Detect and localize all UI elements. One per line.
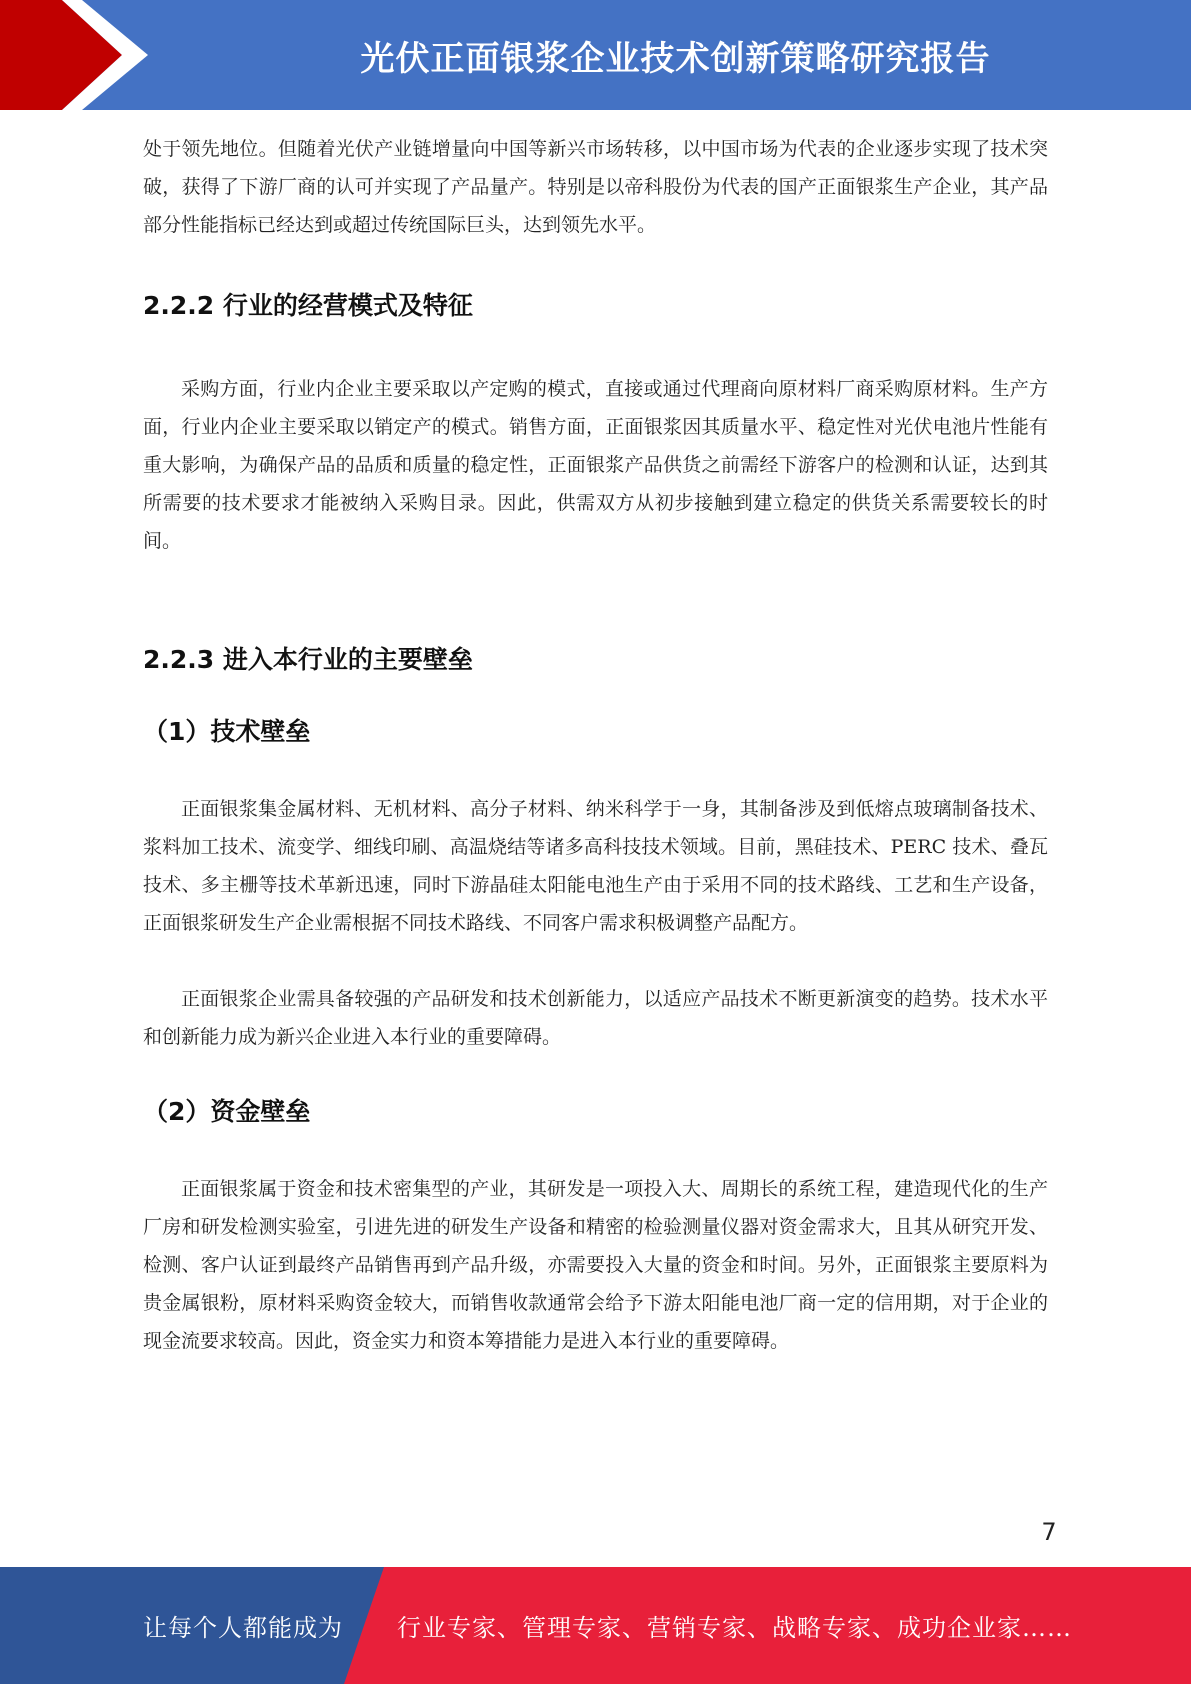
tech-barrier-paragraph-2: 正面银浆企业需具备较强的产品研发和技术创新能力，以适应产品技术不断更新演变的趋势。技术水平和创新能力成为新兴企业进入本行业的重要障碍。 xyxy=(143,988,1048,1048)
subheading-tech-barrier: （1）技术壁垒 xyxy=(143,717,311,746)
fund-barrier-paragraph: 正面银浆属于资金和技术密集型的产业，其研发是一项投入大、周期长的系统工程，建造现代化的生产厂房和研发检测实验室，引进先进的研发生产设备和精密的检验测量仪器对资金需求大，且其从研究开发、检测、客户认证到最终产品销售再到产品升级，亦需要投入大量的资金和时间。另外，正面银浆主要原料为贵金属银粉，原材料采购资金较大，而销售收款通常会给予下游太阳能电池厂商一定的信用期，对于企业的现金流要求较高。因此，资金实力和资本筹措能力是进入本行业的重要障碍。 xyxy=(143,1178,1048,1352)
page-footer xyxy=(0,1567,1191,1684)
tech-barrier-paragraph-1: 正面银浆集金属材料、无机材料、高分子材料、纳米科学于一身，其制备涉及到低熔点玻璃制备技术、浆料加工技术、流变学、细线印刷、高温烧结等诸多高科技技术领域。目前，黑硅技术、PERC 技术、叠瓦技术、多主栅等技术革新迅速，同时下游晶硅太阳能电池生产由于采用不同的技术路线、工艺和生产设备，正面银浆研发生产企业需根据不同技术路线、不同客户需求积极调整产品配方。 xyxy=(143,798,1048,934)
page-content xyxy=(143,130,1048,1360)
section-heading-2-2-3: 2.2.3 进入本行业的主要壁垒 xyxy=(143,645,473,674)
section-heading-2-2-2: 2.2.2 行业的经营模式及特征 xyxy=(143,291,473,320)
footer-slogan-left: 让每个人都能成为 xyxy=(143,1614,343,1642)
page-header xyxy=(0,0,1191,110)
page-number: 7 xyxy=(1041,1518,1057,1546)
intro-paragraph: 处于领先地位。但随着光伏产业链增量向中国等新兴市场转移，以中国市场为代表的企业逐步实现了技术突破，获得了下游厂商的认可并实现了产品量产。特别是以帝科股份为代表的国产正面银浆生产企业，其产品部分性能指标已经达到或超过传统国际巨头，达到领先水平。 xyxy=(143,138,1048,236)
header-arrow-decoration xyxy=(0,0,160,110)
subheading-fund-barrier: （2）资金壁垒 xyxy=(143,1097,311,1126)
report-title: 光伏正面银浆企业技术创新策略研究报告 xyxy=(360,38,991,79)
business-model-paragraph: 采购方面，行业内企业主要采取以产定购的模式，直接或通过代理商向原材料厂商采购原材料。生产方面，行业内企业主要采取以销定产的模式。销售方面，正面银浆因其质量水平、稳定性对光伏电池片性能有重大影响，为确保产品的品质和质量的稳定性，正面银浆产品供货之前需经下游客户的检测和认证，达到其所需要的技术要求才能被纳入采购目录。因此，供需双方从初步接触到建立稳定的供货关系需要较长的时间。 xyxy=(143,378,1048,552)
footer-slogan-right: 行业专家、管理专家、营销专家、战略专家、成功企业家…… xyxy=(397,1614,1072,1642)
